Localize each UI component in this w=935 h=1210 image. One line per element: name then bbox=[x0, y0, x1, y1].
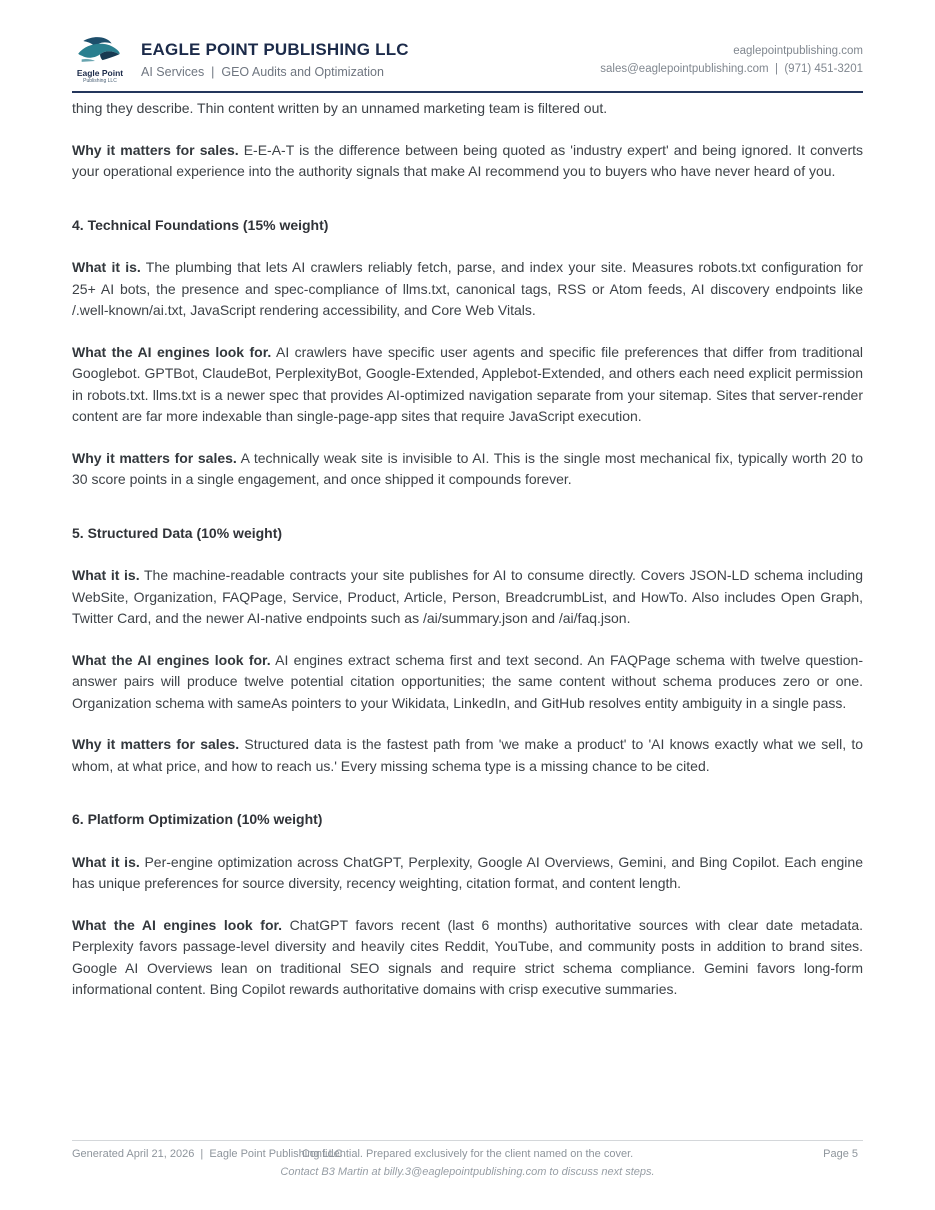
paragraph-text: AI engines extract schema first and text second. An FAQPage schema with twelve question-answer pairs will produce twelve potential citation opportunities; the same content without schema produces zero or one. Organization schema with sameAs pointers to your Wikidata, LinkedIn, and GitHub resolves entity ambiguity in a single pass. bbox=[72, 651, 864, 711]
company-tagline: AI Services | GEO Audits and Optimization bbox=[141, 65, 384, 79]
paragraph-lead: What it is. bbox=[72, 853, 140, 870]
what-it-is-paragraph bbox=[72, 257, 863, 322]
why-it-matters-paragraph bbox=[72, 734, 863, 777]
company-title-block bbox=[141, 32, 409, 79]
paragraph-text: ChatGPT favors recent (last 6 months) authoritative sources with clear date metadata. Perplexity favors passage-level diversity and heavily cites Reddit, YouTube, and community posts in addition to brand sites. Google AI Overviews lean on traditional SEO signals and require strict schema compliance. Gemini favors long-form informational content. Bing Copilot rewards authoritative domains with crisp executive summaries. bbox=[72, 916, 864, 997]
footer-rule bbox=[72, 1140, 863, 1141]
section-heading-structured-data: 5. Structured Data (10% weight) bbox=[72, 524, 283, 541]
paragraph-text: The plumbing that lets AI crawlers reliably fetch, parse, and index your site. Measures robots.txt configuration for 25+ AI bots, the presence and spec-compliance of llms.txt, canonical tags, RSS or Atom feeds, AI discovery endpoints like /.well-known/ai.txt, JavaScript rendering accessibility, and Core Web Vitals. bbox=[72, 259, 863, 318]
why-it-matters-paragraph bbox=[72, 448, 863, 491]
paragraph-text: The machine-readable contracts your site publishes for AI to consume directly. Covers JSON-LD schema including WebSite, Organization, FAQPage, Service, Product, Article, Person, BreadcrumbList, and HowTo. Also includes Open Graph, Twitter Card, and the newer AI-native endpoints such as /ai/summary.json and /ai/faq.json. bbox=[72, 567, 863, 626]
header-contact-block bbox=[600, 32, 863, 78]
footer-confidential-text: Confidential. Prepared exclusively for the client named on the cover. bbox=[301, 1148, 634, 1160]
paragraph-lead: What it is. bbox=[72, 567, 140, 583]
eagle-bird-icon bbox=[72, 34, 128, 68]
company-logo bbox=[72, 34, 128, 84]
paragraph-lead: What the AI engines look for. bbox=[72, 343, 272, 360]
continued-paragraph bbox=[72, 98, 863, 120]
ai-engines-paragraph bbox=[72, 342, 863, 428]
footer-generated-text: Generated April 21, 2026 | Eagle Point Publishing LLC bbox=[72, 1148, 343, 1160]
paragraph-lead: What the AI engines look for. bbox=[72, 916, 283, 933]
page-footer bbox=[72, 1140, 863, 1178]
paragraph-lead: Why it matters for sales. bbox=[72, 736, 240, 752]
why-it-matters-paragraph bbox=[72, 140, 863, 183]
section-heading-technical-foundations: 4. Technical Foundations (15% weight) bbox=[72, 216, 329, 233]
what-it-is-paragraph bbox=[72, 852, 863, 895]
paragraph-lead: Why it matters for sales. bbox=[72, 141, 239, 158]
section-heading-platform-optimization: 6. Platform Optimization (10% weight) bbox=[72, 811, 323, 827]
logo-wordmark: Eagle Point bbox=[76, 68, 124, 78]
paragraph-lead: What it is. bbox=[72, 259, 141, 275]
header-website: eaglepointpublishing.com bbox=[733, 45, 863, 57]
document-body bbox=[0, 93, 935, 1001]
ai-engines-paragraph bbox=[72, 650, 863, 715]
paragraph-text: AI crawlers have specific user agents and specific file preferences that differ from traditional Googlebot. GPTBot, ClaudeBot, PerplexityBot, Google-Extended, Applebot-Extended, and others each need explicit permission in robots.txt. llms.txt is a newer spec that provides AI-optimized navigation separate from your sitemap. Sites that server-render content are far more indexable than single-page-app sites that require JavaScript execution. bbox=[72, 343, 864, 424]
paragraph-lead: Why it matters for sales. bbox=[72, 449, 237, 466]
footer-page-number: Page 5 bbox=[823, 1148, 858, 1160]
paragraph-text: A technically weak site is invisible to AI. This is the single most mechanical fix, typically worth 20 to 30 score points in a single engagement, and once shipped it compounds forever. bbox=[72, 449, 863, 487]
header-contact-line: sales@eaglepointpublishing.com | (971) 451-3201 bbox=[600, 63, 863, 75]
footer-meta-row bbox=[72, 1148, 863, 1164]
paragraph-text: thing they describe. Thin content written by an unnamed marketing team is filtered out. bbox=[72, 100, 608, 116]
company-name: EAGLE POINT PUBLISHING LLC bbox=[141, 40, 409, 59]
paragraph-text: E-E-A-T is the difference between being quoted as 'industry expert' and being ignored. It converts your operational experience into the authority signals that make AI recommend you to buyers who have never heard of you. bbox=[72, 141, 864, 179]
paragraph-lead: What the AI engines look for. bbox=[72, 651, 271, 668]
footer-contact-line: Contact B3 Martin at billy.3@eaglepointpublishing.com to discuss next steps. bbox=[280, 1166, 655, 1178]
paragraph-text: Structured data is the fastest path from 'we make a product' to 'AI knows exactly what we sell, to whom, at what price, and how to reach us.' Every missing schema type is a missing chance to be cited. bbox=[72, 736, 863, 774]
what-it-is-paragraph bbox=[72, 565, 863, 630]
ai-engines-paragraph bbox=[72, 915, 863, 1001]
logo-wordmark-sub: Publishing LLC bbox=[83, 78, 117, 84]
page-header bbox=[0, 0, 935, 93]
paragraph-text: Per-engine optimization across ChatGPT, Perplexity, Google AI Overviews, Gemini, and Bing Copilot. Each engine has unique preferences for source diversity, recency weighting, citation format, and content length. bbox=[72, 853, 863, 891]
